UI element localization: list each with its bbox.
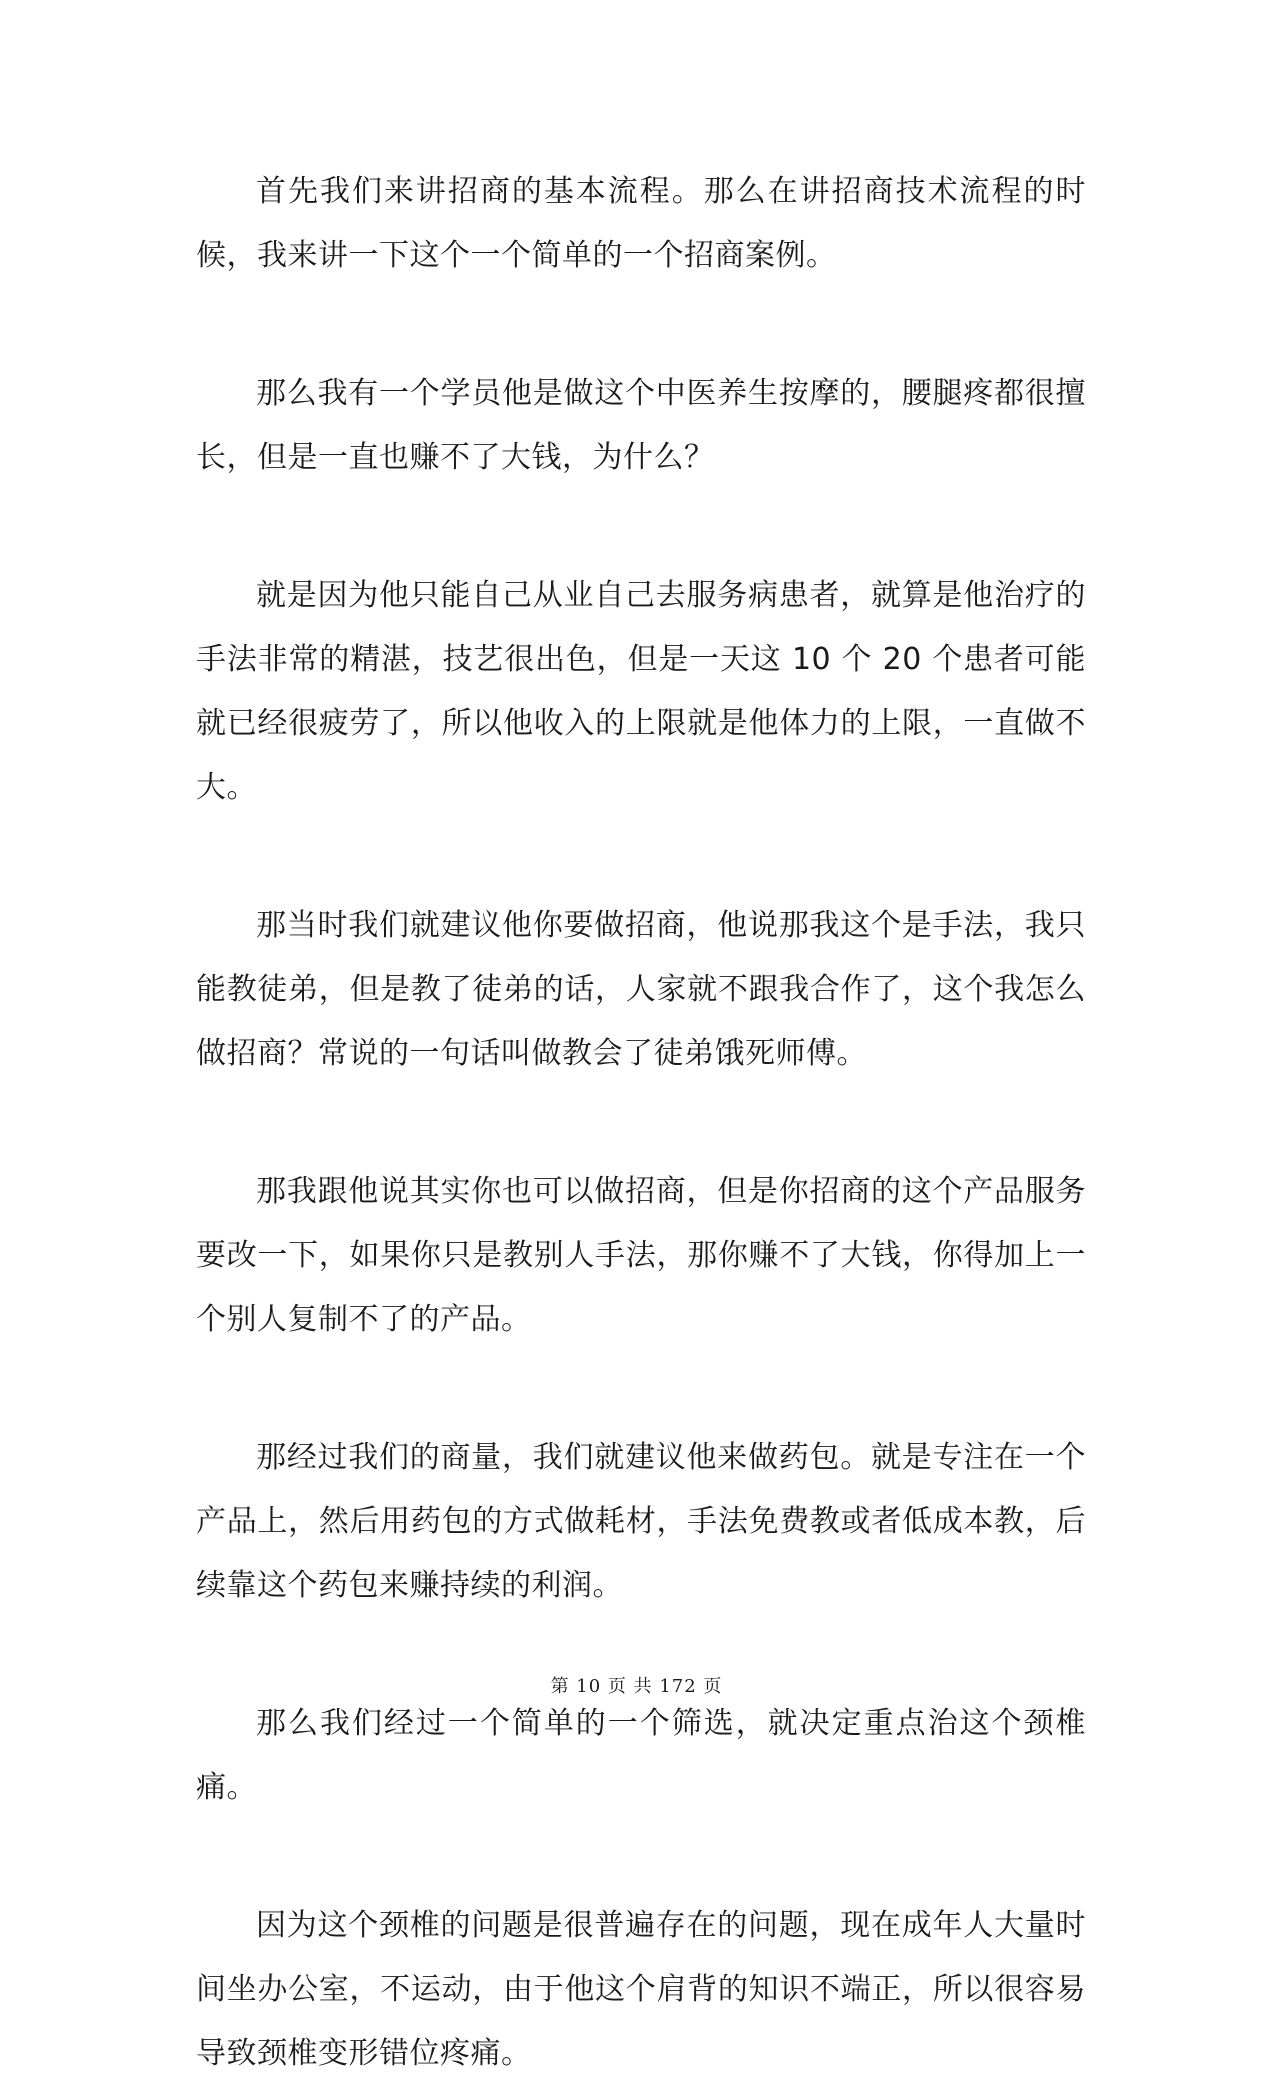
- paragraph: 那么我们经过一个简单的一个筛选，就决定重点治这个颈椎痛。: [196, 1706, 1086, 1805]
- paragraph: 那经过我们的商量，我们就建议他来做药包。就是专注在一个产品上，然后用药包的方式做耗材，手法免费教或者低成本教，后续靠这个药包来赚持续的利润。: [196, 1440, 1086, 1603]
- page-footer: 第 10 页 共 172 页: [550, 1676, 723, 1697]
- paragraph: 因为这个颈椎的问题是很普遍存在的问题，现在成年人大量时间坐办公室，不运动，由于他这个肩背的知识不端正，所以很容易导致颈椎变形错位疼痛。: [196, 1908, 1086, 2071]
- paragraph: 就是因为他只能自己从业自己去服务病患者，就算是他治疗的手法非常的精湛，技艺很出色，但是一天这 10 个 20 个患者可能就已经很疲劳了，所以他收入的上限就是他体力的上限，一直做不大。: [196, 578, 1086, 805]
- paragraph: 首先我们来讲招商的基本流程。那么在讲招商技术流程的时候，我来讲一下这个一个简单的一个招商案例。: [196, 174, 1086, 273]
- document-body: [196, 160, 1086, 2086]
- paragraph: 那我跟他说其实你也可以做招商，但是你招商的这个产品服务要改一下，如果你只是教别人手法，那你赚不了大钱，你得加上一个别人复制不了的产品。: [196, 1174, 1086, 1337]
- paragraph: 那当时我们就建议他你要做招商，他说那我这个是手法，我只能教徒弟，但是教了徒弟的话，人家就不跟我合作了，这个我怎么做招商？常说的一句话叫做教会了徒弟饿死师傅。: [196, 908, 1086, 1071]
- paragraph: 那么我有一个学员他是做这个中医养生按摩的，腰腿疼都很擅长，但是一直也赚不了大钱，为什么？: [196, 376, 1086, 475]
